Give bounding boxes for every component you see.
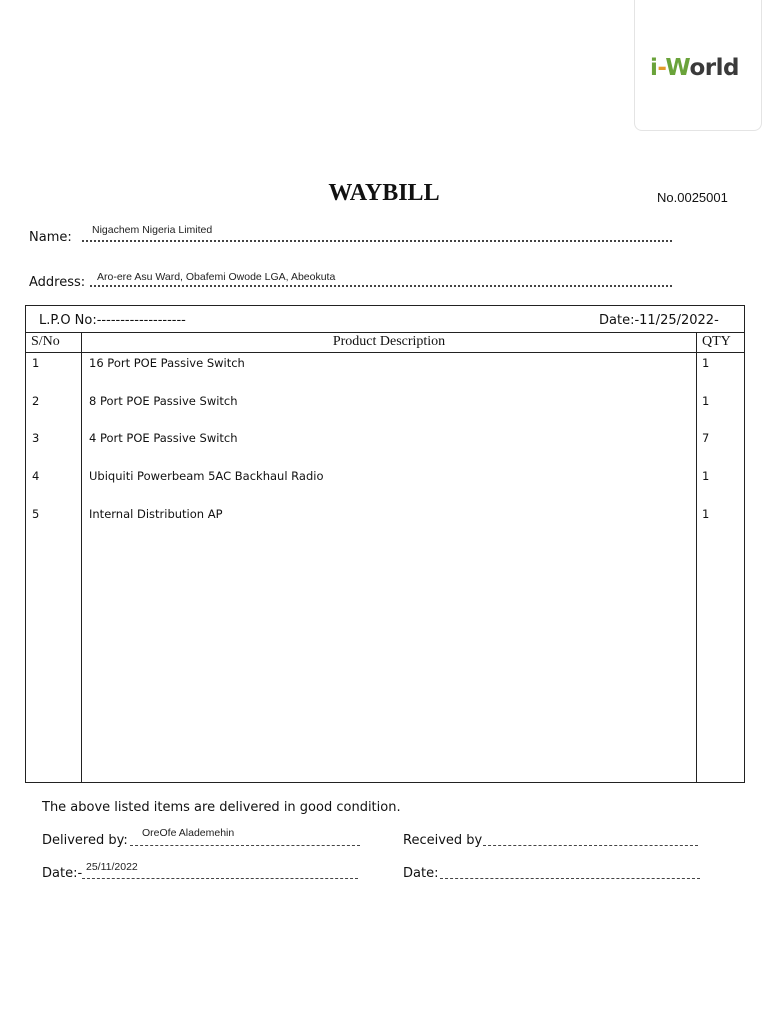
delivered-by-value: OreOfe Alademehin (142, 827, 235, 839)
column-header-description: Product Description (332, 334, 446, 349)
logo-dash: - (657, 55, 666, 81)
row-4-qty: 1 (702, 469, 710, 483)
delivery-date-value: 25/11/2022 (86, 861, 138, 873)
name-value: Nigachem Nigeria Limited (92, 224, 213, 236)
delivered-by-label: Delivered by: (42, 833, 128, 848)
row-4-sno: 4 (32, 469, 40, 483)
iworld-logo (650, 55, 739, 81)
delivery-date-line (82, 878, 358, 879)
column-header-sno: S/No (31, 334, 60, 349)
column-header-qty: QTY (702, 334, 731, 349)
row-3-sno: 3 (32, 431, 40, 445)
row-3-description: 4 Port POE Passive Switch (89, 431, 238, 445)
logo-w: W (665, 55, 690, 81)
row-2-sno: 2 (32, 394, 40, 408)
address-label: Address: (29, 275, 86, 290)
column-divider-1 (81, 332, 82, 782)
row-5-sno: 5 (32, 507, 40, 521)
table-header-bottom-rule (25, 352, 745, 353)
received-date-line (440, 878, 700, 879)
lpo-number: L.P.O No:------------------- (39, 313, 186, 328)
row-4-description: Ubiquiti Powerbeam 5AC Backhaul Radio (89, 469, 324, 483)
row-1-description: 16 Port POE Passive Switch (89, 356, 245, 370)
received-date-label: Date: (403, 866, 439, 881)
delivery-statement: The above listed items are delivered in good condition. (42, 800, 401, 815)
name-dotted-line (82, 240, 672, 242)
row-5-description: Internal Distribution AP (89, 507, 223, 521)
name-label: Name: (29, 230, 72, 245)
received-by-line (483, 845, 698, 846)
row-2-qty: 1 (702, 394, 710, 408)
table-header-top-rule (25, 332, 745, 333)
row-3-qty: 7 (702, 431, 710, 445)
received-by-label: Received by (403, 833, 483, 848)
address-dotted-line (90, 285, 672, 287)
logo-i: i (650, 55, 658, 81)
document-number: No.0025001 (657, 190, 728, 205)
delivery-date-label: Date:- (42, 866, 83, 881)
header-date: Date:-11/25/2022- (599, 313, 719, 328)
delivered-by-line (130, 845, 360, 846)
row-1-qty: 1 (702, 356, 710, 370)
document-title: WAYBILL (328, 180, 440, 206)
row-5-qty: 1 (702, 507, 710, 521)
items-table (25, 305, 745, 783)
column-divider-2 (696, 332, 697, 782)
row-1-sno: 1 (32, 356, 40, 370)
address-value: Aro-ere Asu Ward, Obafemi Owode LGA, Abeokuta (97, 271, 336, 283)
row-2-description: 8 Port POE Passive Switch (89, 394, 238, 408)
logo-rest: orld (689, 55, 739, 81)
